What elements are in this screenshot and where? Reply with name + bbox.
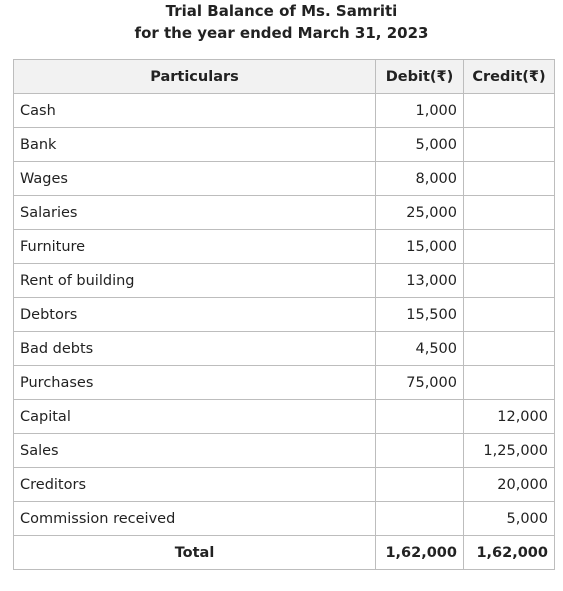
cell-debit: 5,000 [376, 128, 464, 162]
cell-credit [464, 128, 555, 162]
table-row [14, 162, 555, 196]
cell-credit [464, 94, 555, 128]
cell-debit: 25,000 [376, 196, 464, 230]
table-row [14, 468, 555, 502]
cell-credit [464, 196, 555, 230]
table-row [14, 196, 555, 230]
table-row [14, 366, 555, 400]
cell-credit: 12,000 [464, 400, 555, 434]
table-row [14, 128, 555, 162]
table-row [14, 298, 555, 332]
table-header-row [14, 60, 555, 94]
cell-credit: 20,000 [464, 468, 555, 502]
cell-particulars: Purchases [14, 366, 376, 400]
cell-particulars: Salaries [14, 196, 376, 230]
cell-credit [464, 298, 555, 332]
cell-particulars: Commission received [14, 502, 376, 536]
cell-credit: 5,000 [464, 502, 555, 536]
table-row [14, 94, 555, 128]
cell-particulars: Debtors [14, 298, 376, 332]
total-credit: 1,62,000 [464, 536, 555, 570]
table-row [14, 230, 555, 264]
table-row [14, 264, 555, 298]
cell-particulars: Capital [14, 400, 376, 434]
cell-particulars: Creditors [14, 468, 376, 502]
cell-particulars: Sales [14, 434, 376, 468]
cell-debit: 15,000 [376, 230, 464, 264]
header-debit: Debit(₹) [376, 60, 464, 94]
cell-debit [376, 502, 464, 536]
cell-debit: 15,500 [376, 298, 464, 332]
title-line-1: Trial Balance of Ms. Samriti [165, 2, 398, 20]
cell-particulars: Rent of building [14, 264, 376, 298]
table-row [14, 502, 555, 536]
cell-debit: 4,500 [376, 332, 464, 366]
cell-particulars: Bank [14, 128, 376, 162]
cell-debit [376, 434, 464, 468]
total-label: Total [14, 536, 376, 570]
cell-credit [464, 332, 555, 366]
trial-balance-table [13, 59, 555, 570]
cell-credit [464, 162, 555, 196]
cell-debit: 8,000 [376, 162, 464, 196]
cell-particulars: Wages [14, 162, 376, 196]
table-row [14, 332, 555, 366]
title-line-2: for the year ended March 31, 2023 [134, 24, 429, 42]
cell-debit: 75,000 [376, 366, 464, 400]
document-title [0, 0, 563, 44]
cell-debit: 1,000 [376, 94, 464, 128]
cell-particulars: Cash [14, 94, 376, 128]
cell-credit: 1,25,000 [464, 434, 555, 468]
cell-credit [464, 264, 555, 298]
cell-credit [464, 366, 555, 400]
cell-particulars: Furniture [14, 230, 376, 264]
cell-credit [464, 230, 555, 264]
cell-debit [376, 468, 464, 502]
cell-debit [376, 400, 464, 434]
header-credit: Credit(₹) [464, 60, 555, 94]
header-particulars: Particulars [14, 60, 376, 94]
cell-particulars: Bad debts [14, 332, 376, 366]
cell-debit: 13,000 [376, 264, 464, 298]
total-debit: 1,62,000 [376, 536, 464, 570]
table-row [14, 400, 555, 434]
total-row [14, 536, 555, 570]
table-row [14, 434, 555, 468]
